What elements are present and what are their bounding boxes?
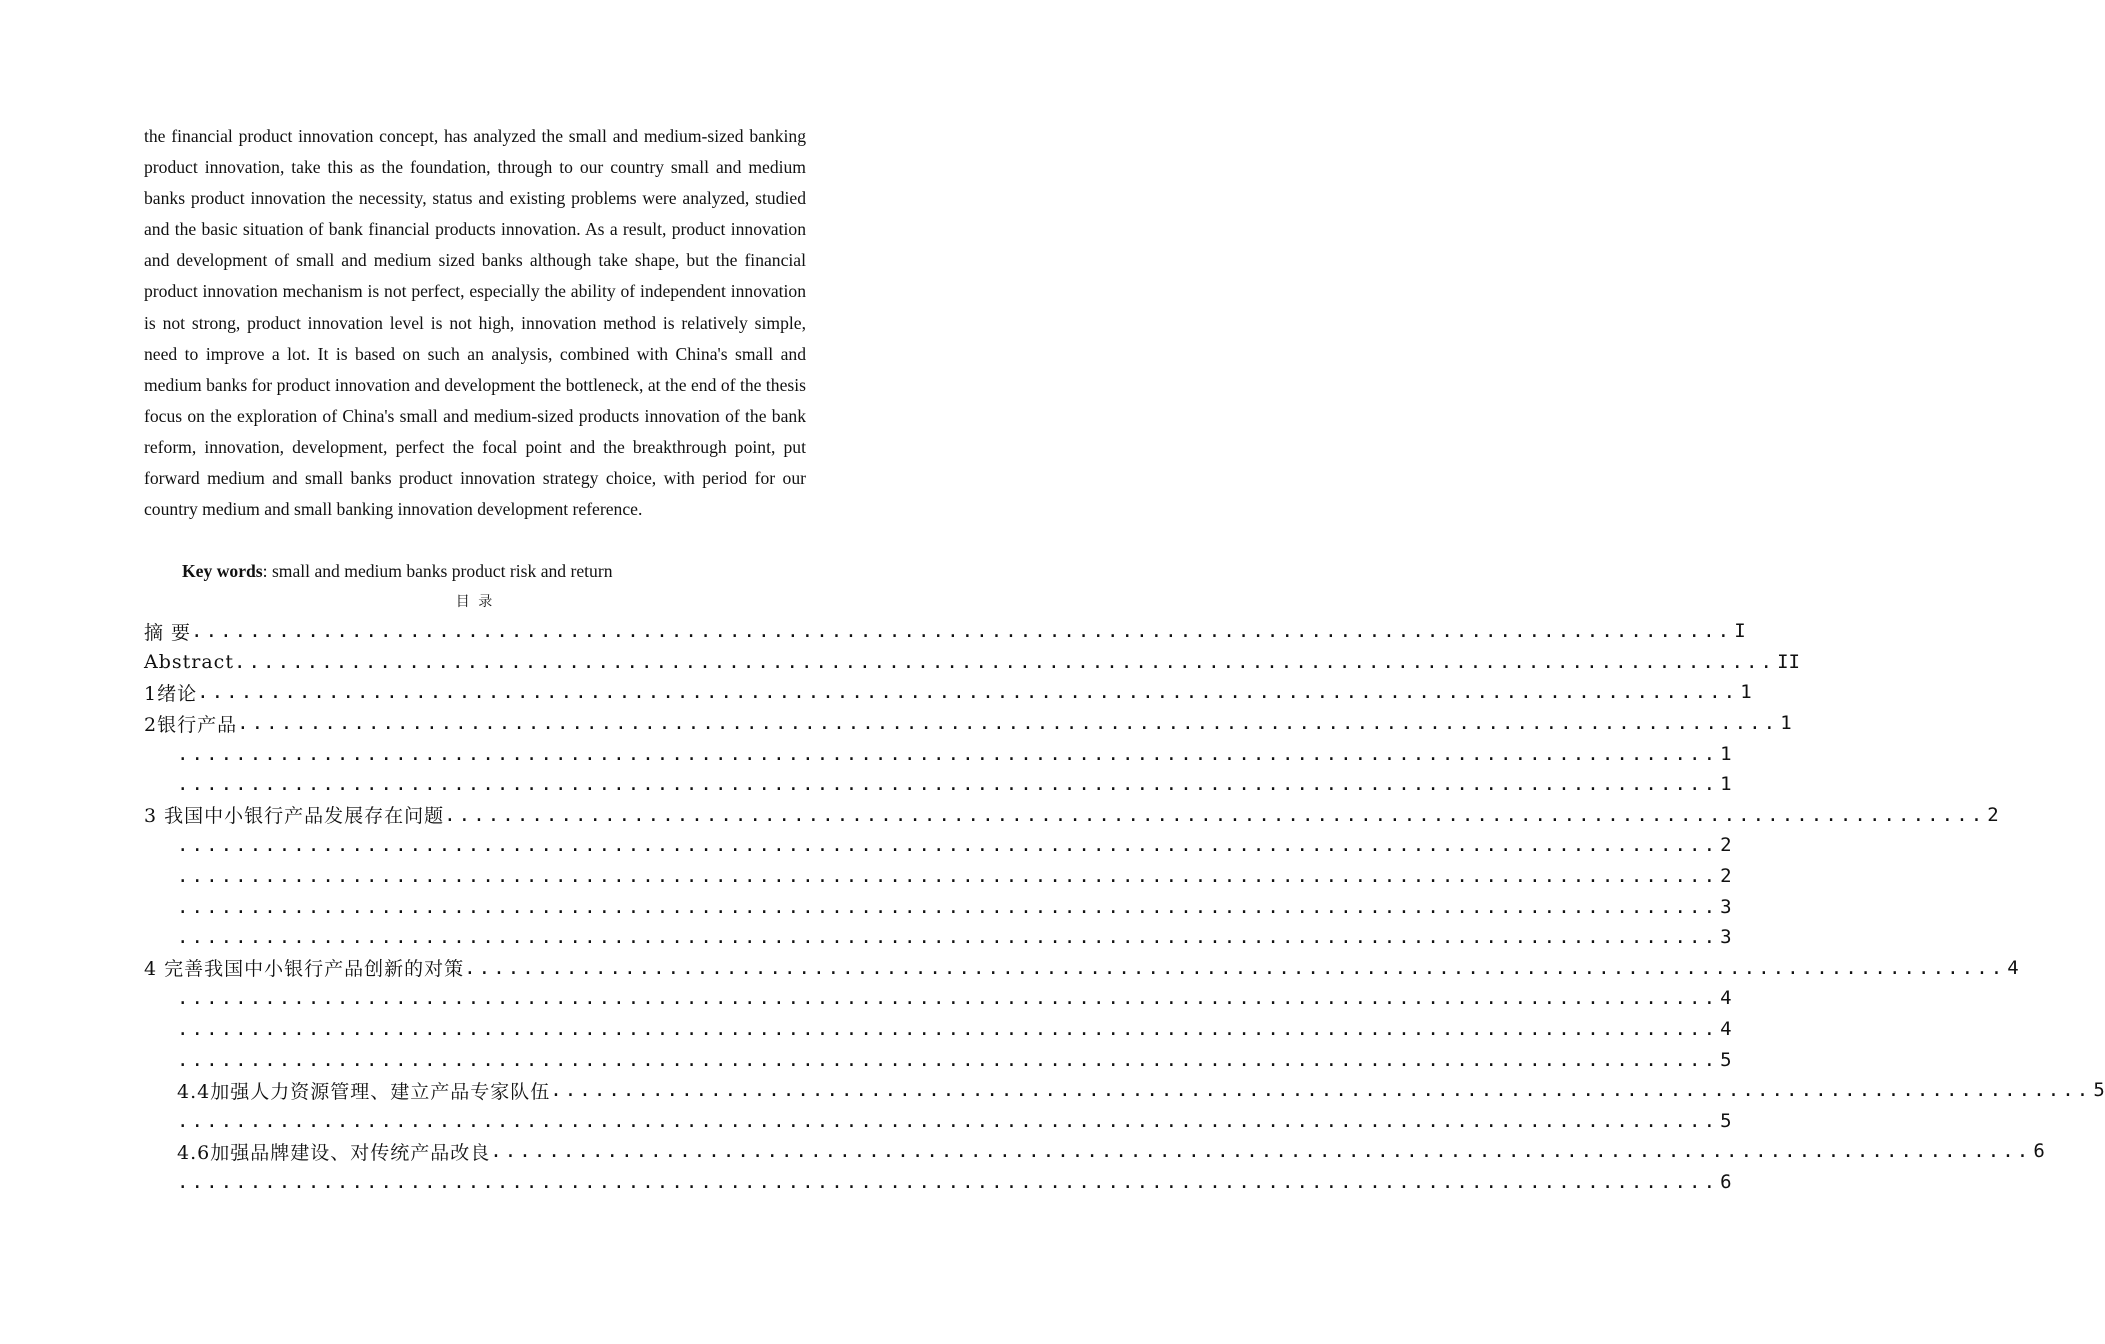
table-of-contents: [144, 616, 2105, 1197]
toc-entry: [144, 1075, 2105, 1106]
toc-leader-dots: ..........................................................................................................: [233, 650, 1776, 673]
toc-leader-dots: ..........................................................................................................: [237, 712, 1779, 735]
toc-entry-label: 2银行产品: [144, 713, 238, 736]
toc-entry: [144, 922, 1732, 953]
toc-entry: [144, 769, 1732, 800]
toc-entry: [144, 861, 1732, 892]
toc-entry: [144, 1106, 1732, 1137]
toc-page-number: 4: [1720, 1018, 1732, 1041]
toc-title: 目 录: [455, 594, 495, 610]
toc-leader-dots: ..........................................................................................................: [177, 987, 1719, 1010]
toc-leader-dots: ..........................................................................................................: [177, 1170, 1719, 1193]
toc-entry-label: 1绪论: [144, 682, 198, 705]
toc-entry: [144, 677, 1752, 708]
toc-leader-dots: ..........................................................................................................: [177, 773, 1719, 796]
toc-entry: [144, 738, 1732, 769]
toc-page-number: 5: [1720, 1048, 1732, 1071]
toc-entry: [144, 616, 1746, 647]
toc-page-number: 5: [1720, 1109, 1732, 1132]
toc-entry: [144, 953, 2019, 984]
toc-entry: [144, 647, 1800, 678]
toc-entry-label: Abstract: [144, 650, 234, 673]
toc-leader-dots: ..........................................................................................................: [490, 1140, 2032, 1163]
toc-leader-dots: ..........................................................................................................: [177, 865, 1719, 888]
toc-leader-dots: ..........................................................................................................: [191, 620, 1733, 643]
toc-entry-label: 3 我国中小银行产品发展存在问题: [144, 805, 445, 828]
keywords-line: [182, 557, 806, 585]
toc-page-number: 2: [1720, 834, 1732, 857]
toc-page-number: 4: [1720, 987, 1732, 1010]
keywords-label: Key words: [182, 561, 263, 581]
toc-page-number: 2: [1987, 803, 1999, 826]
toc-entry-label: 4.4加强人力资源管理、建立产品专家队伍: [177, 1080, 551, 1103]
toc-leader-dots: ..........................................................................................................: [444, 803, 1986, 826]
keywords-separator: :: [262, 561, 272, 581]
toc-entry: [144, 1167, 1732, 1198]
keywords-value: small and medium banks product risk and return: [271, 561, 613, 581]
toc-page-number: II: [1777, 650, 1800, 673]
toc-entry-label: 4 完善我国中小银行产品创新的对策: [144, 958, 465, 981]
toc-entry: [144, 983, 1732, 1014]
toc-page-number: 3: [1720, 926, 1732, 949]
toc-page-number: 5: [2093, 1079, 2105, 1102]
toc-entry: [144, 800, 1999, 831]
toc-leader-dots: ..........................................................................................................: [177, 742, 1719, 765]
toc-leader-dots: ..........................................................................................................: [177, 926, 1719, 949]
toc-page-number: 1: [1720, 742, 1732, 765]
toc-entry-label: 4.6加强品牌建设、对传统产品改良: [177, 1141, 491, 1164]
toc-leader-dots: ..........................................................................................................: [177, 1048, 1719, 1071]
toc-page-number: 2: [1720, 865, 1732, 888]
toc-leader-dots: ..........................................................................................................: [197, 681, 1739, 704]
toc-page-number: 1: [1780, 712, 1792, 735]
toc-page-number: 3: [1720, 895, 1732, 918]
toc-leader-dots: ..........................................................................................................: [177, 1018, 1719, 1041]
toc-leader-dots: ..........................................................................................................: [177, 895, 1719, 918]
toc-entry: [144, 891, 1732, 922]
toc-page-number: I: [1734, 620, 1746, 643]
toc-leader-dots: ..........................................................................................................: [177, 834, 1719, 857]
toc-page-number: 6: [1720, 1170, 1732, 1193]
toc-leader-dots: ..........................................................................................................: [464, 956, 2006, 979]
toc-entry: [144, 708, 1792, 739]
toc-entry: [144, 830, 1732, 861]
toc-leader-dots: ..........................................................................................................: [550, 1079, 2092, 1102]
toc-entry: [144, 1044, 1732, 1075]
toc-page-number: 1: [1740, 681, 1752, 704]
toc-entry: [144, 1014, 1732, 1045]
toc-entry-label: 摘 要: [144, 621, 192, 644]
toc-leader-dots: ..........................................................................................................: [177, 1109, 1719, 1132]
toc-entry: [144, 1136, 2045, 1167]
toc-page-number: 6: [2033, 1140, 2045, 1163]
toc-page-number: 1: [1720, 773, 1732, 796]
toc-page-number: 4: [2007, 956, 2019, 979]
abstract-paragraph: the financial product innovation concept, has analyzed the small and medium-sized banking product innovation, take this as the foundation, through to our country small and medium banks product innovation the necessity, status and existing problems were analyzed, studied and the basic situation of bank financial products innovation. As a result, product innovation and development of small and medium sized banks although take shape, but the financial product innovation mechanism is not perfect, especially the ability of independent innovation is not strong, product innovation level is not high, innovation method is relatively simple, need to improve a lot. It is based on such an analysis, combined with China's small and medium banks for product innovation and development the bottleneck, at the end of the thesis focus on the exploration of China's small and medium-sized products innovation of the bank reform, innovation, development, perfect the focal point and the breakthrough point, put forward medium and small banks product innovation strategy choice, with period for our country medium and small banking innovation development reference.: [144, 126, 806, 520]
